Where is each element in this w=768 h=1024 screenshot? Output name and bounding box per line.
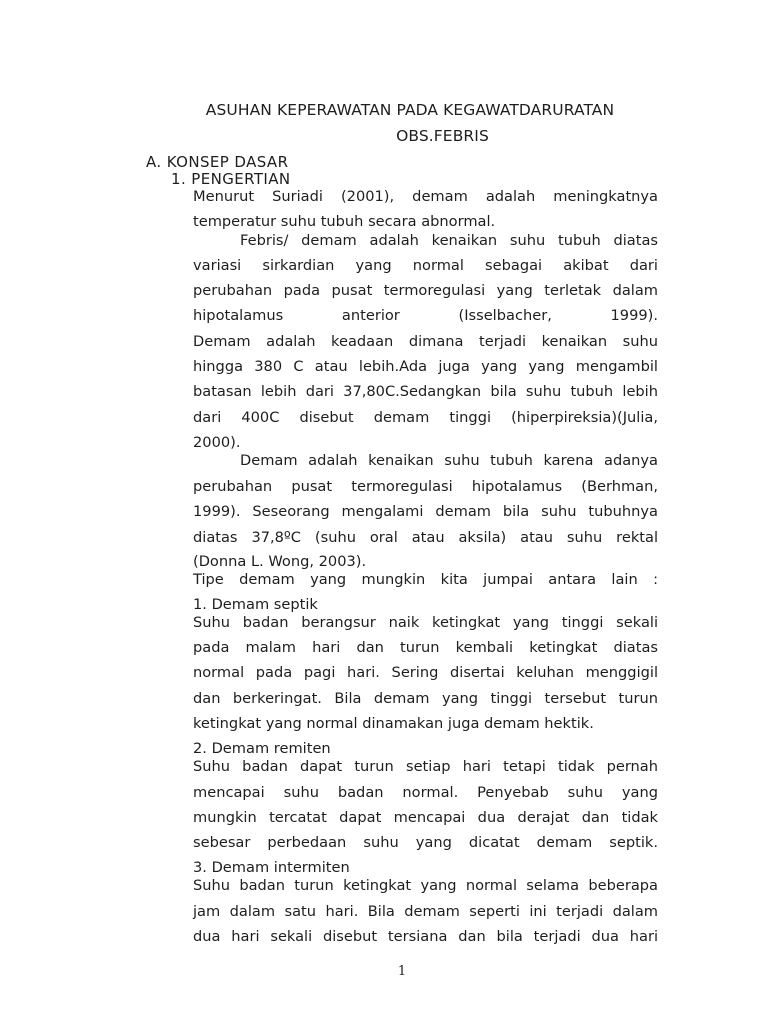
list-item-heading: 1. Demam septik <box>193 596 318 613</box>
document-subtitle: OBS.FEBRIS <box>396 127 489 145</box>
body-line: hingga 380 C atau lebih.Ada juga yang yang mengambil <box>193 358 658 375</box>
body-line: temperatur suhu tubuh secara abnormal. <box>193 213 496 230</box>
body-line: batasan lebih dari 37,80C.Sedangkan bila suhu tubuh lebih <box>193 383 658 400</box>
body-line: jam dalam satu hari. Bila demam seperti ini terjadi dalam <box>193 903 658 920</box>
body-line: perubahan pada pusat termoregulasi yang terletak dalam <box>193 282 658 299</box>
body-line: dua hari sekali disebut tersiana dan bila terjadi dua hari <box>193 928 658 945</box>
body-line: Febris/ demam adalah kenaikan suhu tubuh diatas <box>240 232 658 249</box>
body-line: Suhu badan turun ketingkat yang normal selama beberapa <box>193 877 658 894</box>
body-line: mungkin tercatat dapat mencapai dua derajat dan tidak <box>193 809 658 826</box>
body-line: Tipe demam yang mungkin kita jumpai antara lain : <box>193 571 658 588</box>
section-heading: A. KONSEP DASAR <box>146 153 289 171</box>
body-line: perubahan pusat termoregulasi hipotalamus (Berhman, <box>193 478 658 495</box>
body-line: sebesar perbedaan suhu yang dicatat demam septik. <box>193 834 658 851</box>
subsection-heading: 1. PENGERTIAN <box>171 170 291 188</box>
body-line: ketingkat yang normal dinamakan juga demam hektik. <box>193 715 594 732</box>
body-line: Menurut Suriadi (2001), demam adalah meningkatnya <box>193 188 658 205</box>
body-line: dan berkeringat. Bila demam yang tinggi tersebut turun <box>193 690 658 707</box>
body-line: 2000). <box>193 434 241 451</box>
body-line: Suhu badan dapat turun setiap hari tetapi tidak pernah <box>193 758 658 775</box>
body-line: Demam adalah keadaan dimana terjadi kenaikan suhu <box>193 333 658 350</box>
list-item-heading: 3. Demam intermiten <box>193 859 350 876</box>
document-title: ASUHAN KEPERAWATAN PADA KEGAWATDARURATAN <box>205 101 615 119</box>
body-line: variasi sirkardian yang normal sebagai akibat dari <box>193 257 658 274</box>
list-item-heading: 2. Demam remiten <box>193 740 331 757</box>
body-line: Demam adalah kenaikan suhu tubuh karena adanya <box>240 452 658 469</box>
body-line: normal pada pagi hari. Sering disertai keluhan menggigil <box>193 664 658 681</box>
body-line: dari 400C disebut demam tinggi (hiperpireksia)(Julia, <box>193 409 658 426</box>
body-line: pada malam hari dan turun kembali ketingkat diatas <box>193 639 658 656</box>
page-number: 1 <box>397 964 407 979</box>
body-line: hipotalamus anterior (Isselbacher, 1999). <box>193 307 658 324</box>
body-line: mencapai suhu badan normal. Penyebab suhu yang <box>193 784 658 801</box>
body-line: diatas 37,8ºC (suhu oral atau aksila) atau suhu rektal <box>193 529 658 546</box>
body-line: 1999). Seseorang mengalami demam bila suhu tubuhnya <box>193 503 658 520</box>
body-line: Suhu badan berangsur naik ketingkat yang tinggi sekali <box>193 614 658 631</box>
body-line: (Donna L. Wong, 2003). <box>193 553 367 570</box>
